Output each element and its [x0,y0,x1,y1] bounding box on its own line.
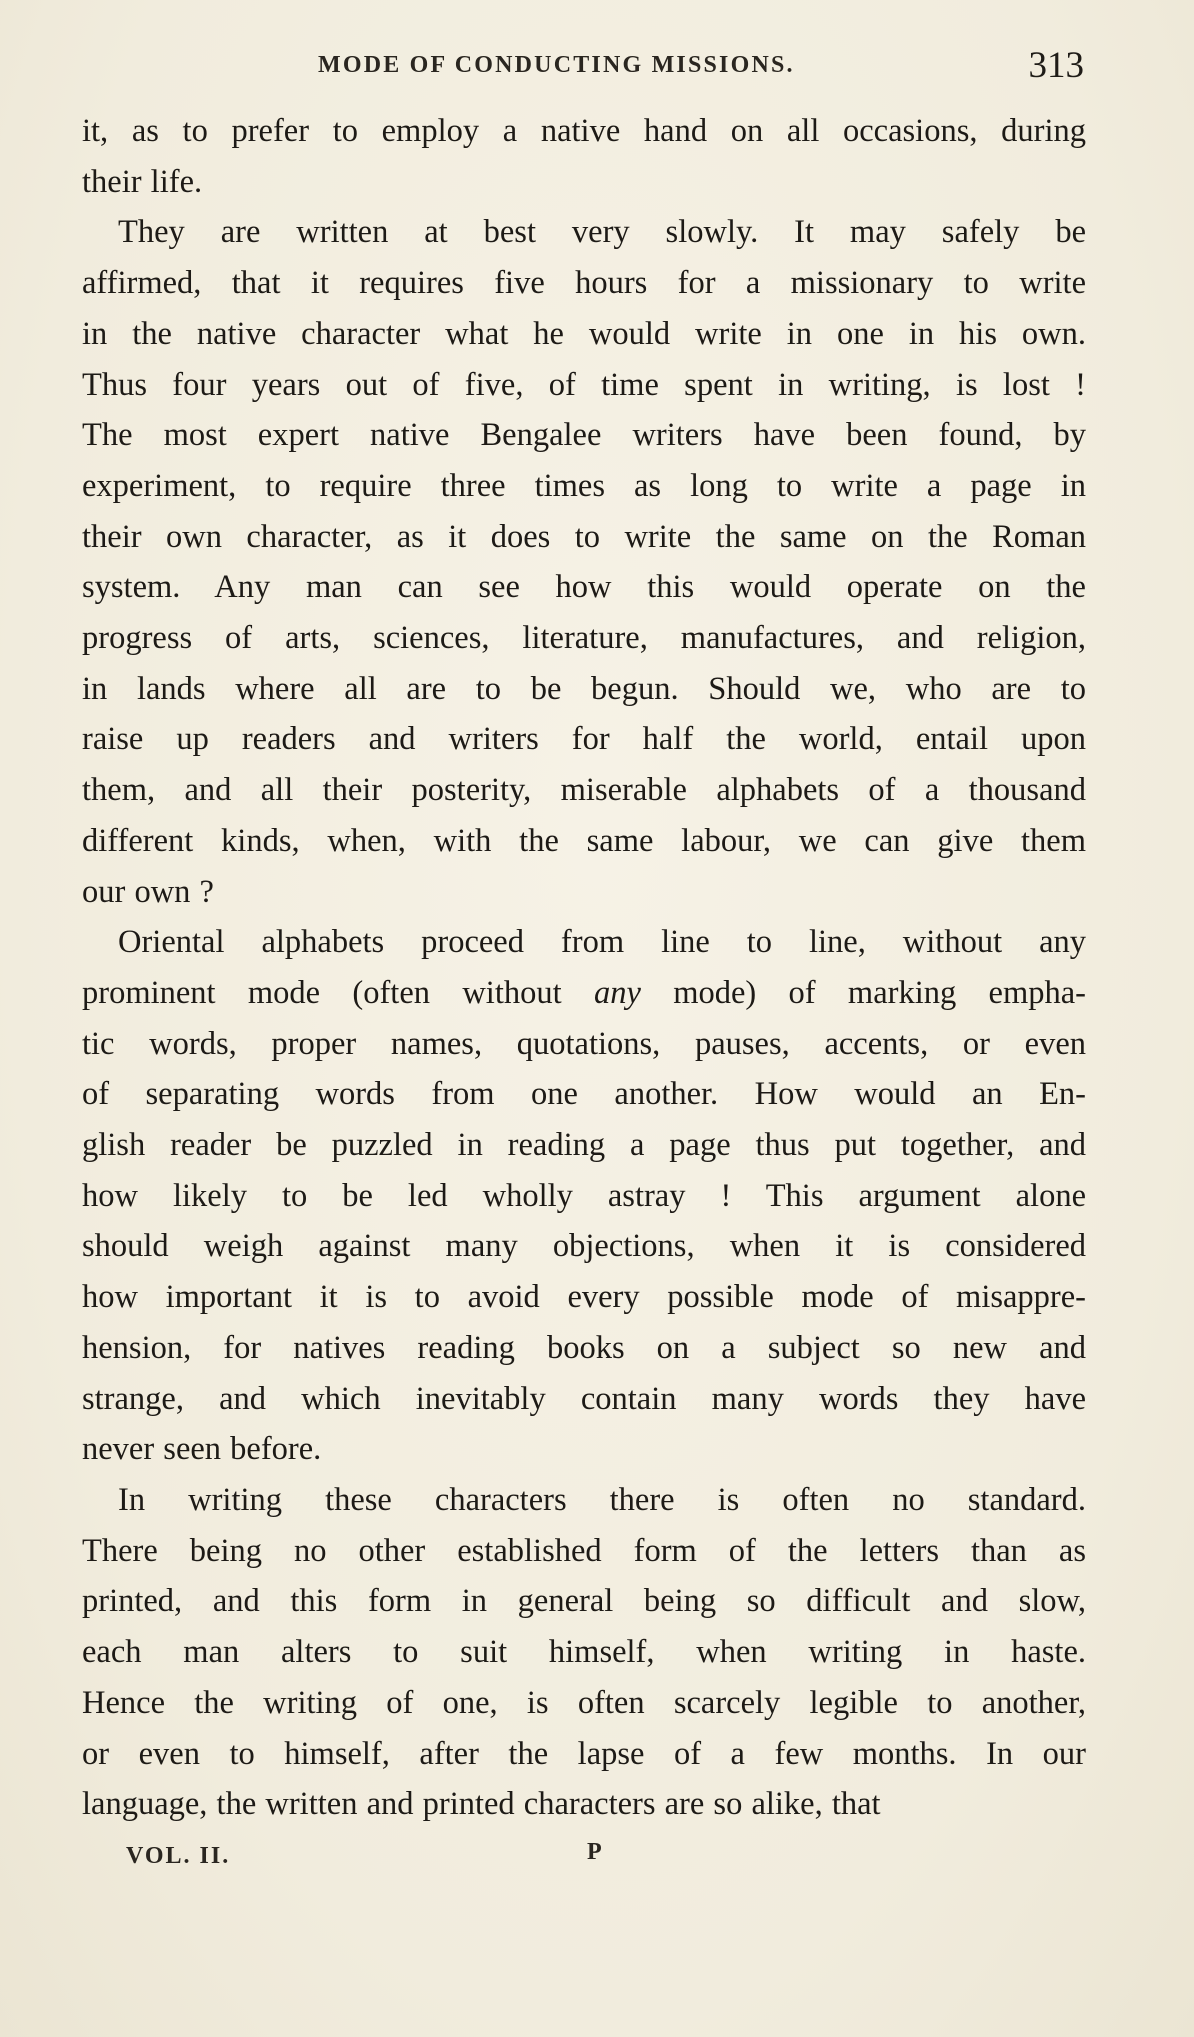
text-line: language, the written and printed characters are so alike, that [82,1786,881,1823]
body-text [82,106,1086,1830]
text-line: hension, for natives reading books on a subject so new and [82,1329,1086,1366]
text-line: They are written at best very slowly. It may safely be [118,214,1086,251]
text-line: in lands where all are to be begun. Should we, who are to [82,670,1086,707]
text-line: progress of arts, sciences, literature, manufactures, and religion, [82,620,1086,657]
text-line: how likely to be led wholly astray ! This argument alone [82,1177,1086,1214]
running-head [82,44,1084,84]
text-line: their life. [82,163,203,200]
text-line: it, as to prefer to employ a native hand on all occasions, during [82,113,1086,149]
text-line: them, and all their posterity, miserable alphabets of a thousand [82,772,1086,809]
text-line: their own character, as it does to write the same on the Roman [82,518,1086,555]
text-line: Hence the writing of one, is often scarcely legible to another, [82,1684,1086,1721]
text-line: experiment, to require three times as long to write a page in [82,467,1086,504]
paragraph [82,106,1086,207]
text-line: should weigh against many objections, when it is considered [82,1228,1086,1265]
text-line: Oriental alphabets proceed from line to line, without any [118,924,1086,961]
text-line: strange, and which inevitably contain many words they have [82,1380,1086,1417]
text-line: Thus four years out of five, of time spent in writing, is lost ! [82,366,1086,403]
running-title: MODE OF CONDUCTING MISSIONS. [318,52,795,78]
text-line: prominent mode (often without any mode) of marking empha- [82,974,1086,1011]
text-line: raise up readers and writers for half the world, entail upon [82,721,1086,758]
text-line: printed, and this form in general being so difficult and slow, [82,1583,1086,1620]
text-line: glish reader be puzzled in reading a page thus put together, and [82,1127,1086,1164]
text-line: or even to himself, after the lapse of a few months. In our [82,1735,1086,1772]
text-line: tic words, proper names, quotations, pauses, accents, or even [82,1025,1086,1062]
text-line: of separating words from one another. How would an En- [82,1076,1086,1113]
text-line: affirmed, that it requires five hours for a missionary to write [82,265,1086,302]
page-number: 313 [1028,45,1084,86]
page-footer [126,1839,726,1883]
paragraph [82,1475,1086,1830]
text-line: In writing these characters there is often no standard. [118,1481,1086,1518]
paragraph [82,917,1086,1475]
paragraph [82,207,1086,917]
text-line: in the native character what he would write in one in his own. [82,315,1086,352]
text-line: There being no other established form of the letters than as [82,1532,1086,1569]
text-line: never seen before. [82,1431,322,1468]
signature-mark: P [587,1839,602,1865]
text-line: our own ? [82,873,214,910]
text-line: different kinds, when, with the same labour, we can give them [82,822,1086,859]
text-line: The most expert native Bengalee writers have been found, by [82,417,1086,454]
volume-label: VOL. II. [126,1843,231,1869]
text-line: how important it is to avoid every possible mode of misappre- [82,1279,1086,1316]
text-line: system. Any man can see how this would operate on the [82,569,1086,606]
text-line: each man alters to suit himself, when writing in haste. [82,1634,1086,1671]
